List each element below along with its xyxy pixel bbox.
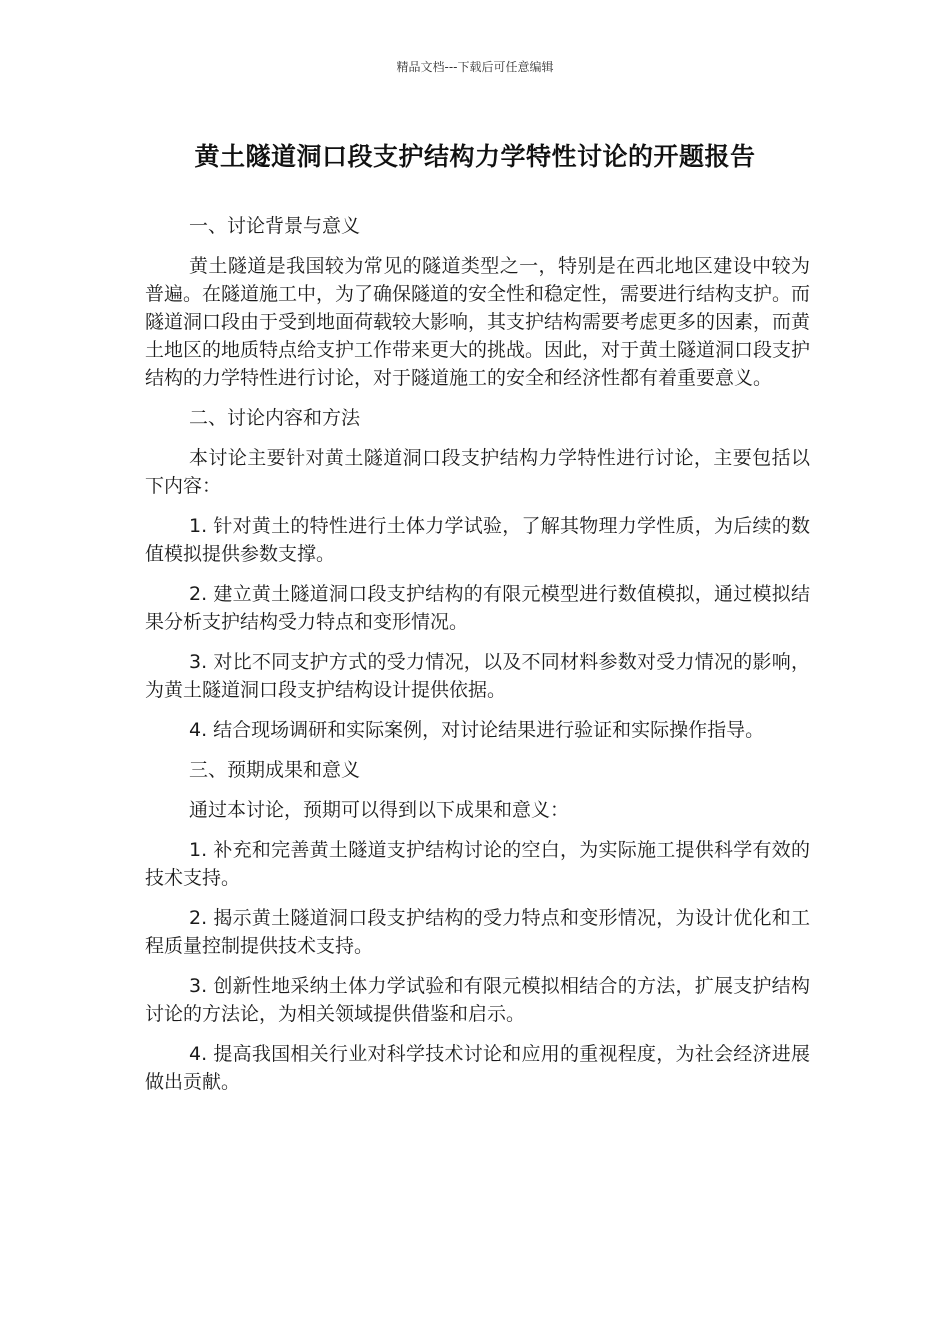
list-item: 4. 结合现场调研和实际案例，对讨论结果进行验证和实际操作指导。 (189, 719, 765, 741)
list-item: 3. 创新性地采纳土体力学试验和有限元模拟相结合的方法，扩展支护结构讨论的方法论，为相关领域提供借鉴和启示。 (145, 975, 810, 1025)
section-expected-results (145, 756, 810, 1096)
document-title: 黄土隧道洞口段支护结构力学特性讨论的开题报告 (194, 142, 756, 171)
list-item: 3. 对比不同支护方式的受力情况，以及不同材料参数对受力情况的影响，为黄土隧道洞口段支护结构设计提供依据。 (145, 651, 810, 701)
section-heading: 三、预期成果和意义 (189, 759, 361, 781)
section-background (145, 212, 810, 392)
section-heading: 二、讨论内容和方法 (189, 407, 361, 429)
list-item: 2. 揭示黄土隧道洞口段支护结构的受力特点和变形情况，为设计优化和工程质量控制提供技术支持。 (145, 907, 810, 957)
paragraph: 黄土隧道是我国较为常见的隧道类型之一，特别是在西北地区建设中较为普遍。在隧道施工中，为了确保隧道的安全性和稳定性，需要进行结构支护。而隧道洞口段由于受到地面荷载较大影响，其支护结构需要考虑更多的因素，而黄土地区的地质特点给支护工作带来更大的挑战。因此，对于黄土隧道洞口段支护结构的力学特性进行讨论，对于隧道施工的安全和经济性都有着重要意义。 (145, 255, 811, 389)
paragraph: 本讨论主要针对黄土隧道洞口段支护结构力学特性进行讨论，主要包括以下内容： (145, 447, 810, 497)
paragraph: 通过本讨论，预期可以得到以下成果和意义： (189, 799, 570, 821)
section-content-methods (145, 404, 810, 744)
list-item: 2. 建立黄土隧道洞口段支护结构的有限元模型进行数值模拟，通过模拟结果分析支护结构受力特点和变形情况。 (145, 583, 810, 633)
page-header-note: 精品文档---下载后可任意编辑 (396, 60, 554, 74)
list-item: 1. 补充和完善黄土隧道支护结构讨论的空白，为实际施工提供科学有效的技术支持。 (145, 839, 810, 889)
list-item: 1. 针对黄土的特性进行土体力学试验，了解其物理力学性质，为后续的数值模拟提供参数支撑。 (145, 515, 810, 565)
list-item: 4. 提高我国相关行业对科学技术讨论和应用的重视程度，为社会经济进展做出贡献。 (145, 1043, 810, 1093)
section-heading: 一、讨论背景与意义 (189, 215, 361, 237)
document-body (145, 212, 810, 1108)
